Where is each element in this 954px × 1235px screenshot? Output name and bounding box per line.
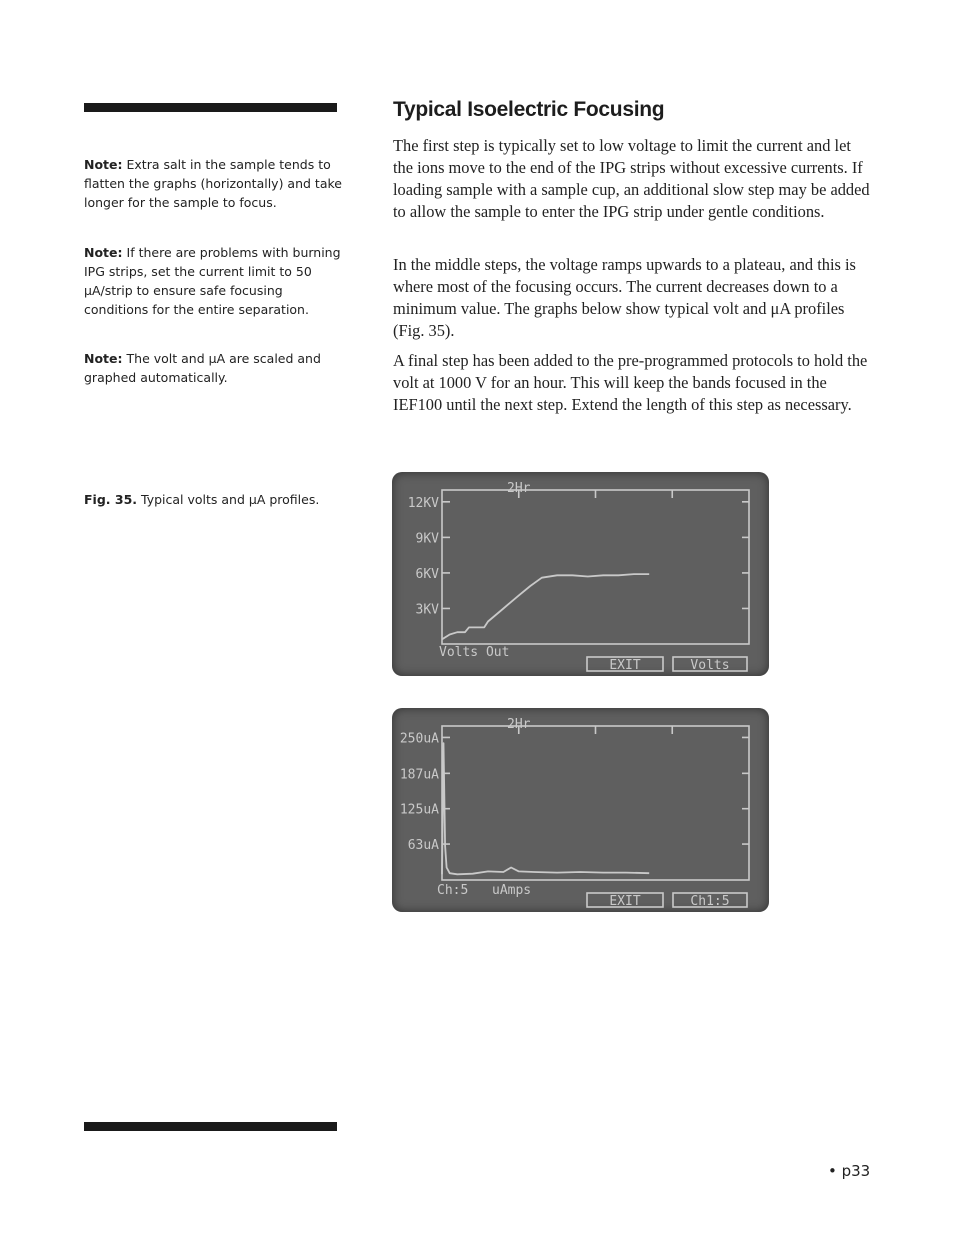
volts-button-label: Volts: [690, 658, 730, 673]
time-marker-label: 2Hr: [507, 717, 531, 732]
section-heading: Typical Isoelectric Focusing: [393, 98, 665, 121]
y-tick-label: 125uA: [399, 802, 439, 818]
paragraph-first-step: The first step is typically set to low voltage to limit the current and let the ions move to the end of the IPG strips without excessive currents. If loading sample with a sample cup, an additional slow step may be added to allow the sample to enter the IPG strip under gentle conditions.: [393, 136, 870, 221]
top-section-rule: [84, 103, 337, 112]
bottom-section-rule: [84, 1122, 337, 1131]
note-text: The volt and μA are scaled and graphed automatically.: [84, 351, 321, 385]
paragraph-middle-steps: In the middle steps, the voltage ramps upwards to a plateau, and this is where most of the focusing occurs. The current decreases down to a minimum value. The graphs below show typical volt and μA profiles (Fig. 35).: [393, 255, 856, 340]
volts-chart: [392, 472, 769, 676]
volts-profile-screen: [392, 472, 769, 676]
plot-frame: [442, 726, 749, 880]
figure-caption-text: Typical volts and μA profiles.: [141, 492, 320, 507]
series-line: [442, 574, 649, 639]
y-tick-label: 6KV: [415, 566, 439, 582]
note-label: Note:: [84, 245, 123, 260]
page-number: • p33: [828, 1162, 871, 1180]
ch1-5-button-label: Ch1:5: [690, 894, 730, 909]
note-text: Extra salt in the sample tends to flatten the graphs (horizontally) and take longer for the sample to focus.: [84, 157, 342, 210]
note-label: Note:: [84, 351, 123, 366]
y-tick-label: 187uA: [399, 767, 439, 783]
y-tick-label: 250uA: [399, 731, 439, 747]
burning-strips-note: [84, 243, 342, 319]
y-tick-label: 63uA: [407, 838, 439, 854]
current-chart: [392, 708, 769, 912]
paragraph-final-step: A final step has been added to the pre-programmed protocols to hold the volt at 1000 V for an hour. This will keep the bands focused in the IEF100 until the next step. Extend the length of this step as necessary.: [393, 351, 868, 414]
exit-button-label: EXIT: [609, 658, 641, 673]
figure-caption: [84, 490, 342, 509]
scaling-note: [84, 349, 342, 387]
y-tick-label: 12KV: [407, 495, 439, 511]
y-tick-label: 9KV: [415, 531, 439, 547]
series-line: [442, 743, 649, 874]
chart-title: Volts Out: [439, 645, 510, 660]
chart-title: uAmps: [492, 883, 532, 898]
figure-caption-label: Fig. 35.: [84, 492, 138, 507]
salt-note: [84, 155, 342, 212]
note-label: Note:: [84, 157, 123, 172]
current-profile-screen: [392, 708, 769, 912]
note-text: If there are problems with burning IPG strips, set the current limit to 50 μA/strip to ensure safe focusing conditions for the entire separation.: [84, 245, 341, 317]
exit-button-label: EXIT: [609, 894, 641, 909]
channel-label: Ch:5: [437, 883, 469, 898]
time-marker-label: 2Hr: [507, 481, 531, 496]
y-tick-label: 3KV: [415, 602, 439, 618]
